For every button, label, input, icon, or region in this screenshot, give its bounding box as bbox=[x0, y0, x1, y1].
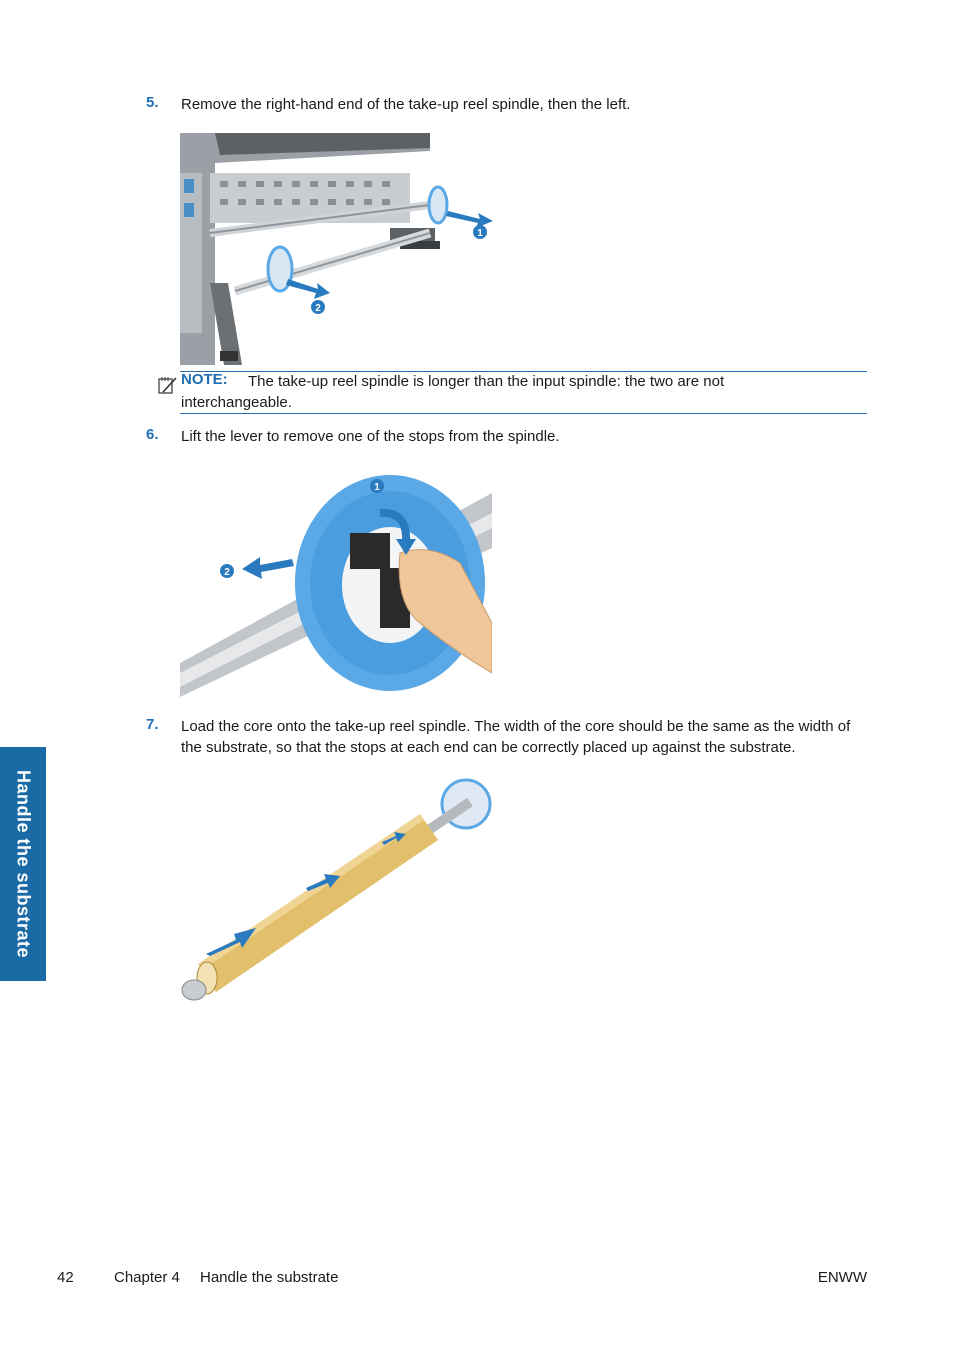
callout-2: 2 bbox=[315, 303, 321, 314]
side-tab-label: Handle the substrate bbox=[13, 769, 34, 959]
note-text: The take-up reel spindle is longer than the input spindle: the two are not interchangeable. bbox=[181, 373, 725, 411]
step-7-number: 7. bbox=[146, 716, 159, 733]
footer-chapter-title: Handle the substrate bbox=[200, 1269, 339, 1286]
callout-2b: 2 bbox=[224, 567, 230, 578]
note-label: NOTE: bbox=[181, 371, 228, 388]
note-bottom-rule bbox=[180, 413, 867, 414]
step-6-number: 6. bbox=[146, 426, 159, 443]
footer-locale: ENWW bbox=[817, 1269, 867, 1286]
stop-lever-illustration bbox=[180, 473, 492, 697]
step-6-text: Lift the lever to remove one of the stops from the spindle. bbox=[181, 428, 560, 445]
step-5-text: Remove the right-hand end of the take-up reel spindle, then the left. bbox=[181, 96, 631, 113]
footer-chapter: Chapter 4 bbox=[114, 1269, 180, 1286]
callout-1: 1 bbox=[477, 228, 483, 239]
note-icon bbox=[157, 374, 179, 396]
page-number: 42 bbox=[57, 1269, 74, 1286]
core-loading-illustration bbox=[180, 778, 495, 1008]
chapter-side-tab bbox=[0, 747, 46, 981]
callout-1b: 1 bbox=[374, 482, 380, 493]
step-5-number: 5. bbox=[146, 94, 159, 111]
take-up-reel-removal-illustration bbox=[180, 133, 500, 365]
step-7-text: Load the core onto the take-up reel spindle. The width of the core should be the same as the width of the substrate, so that the stops at each end can be correctly placed up against the substrate. bbox=[181, 718, 851, 756]
